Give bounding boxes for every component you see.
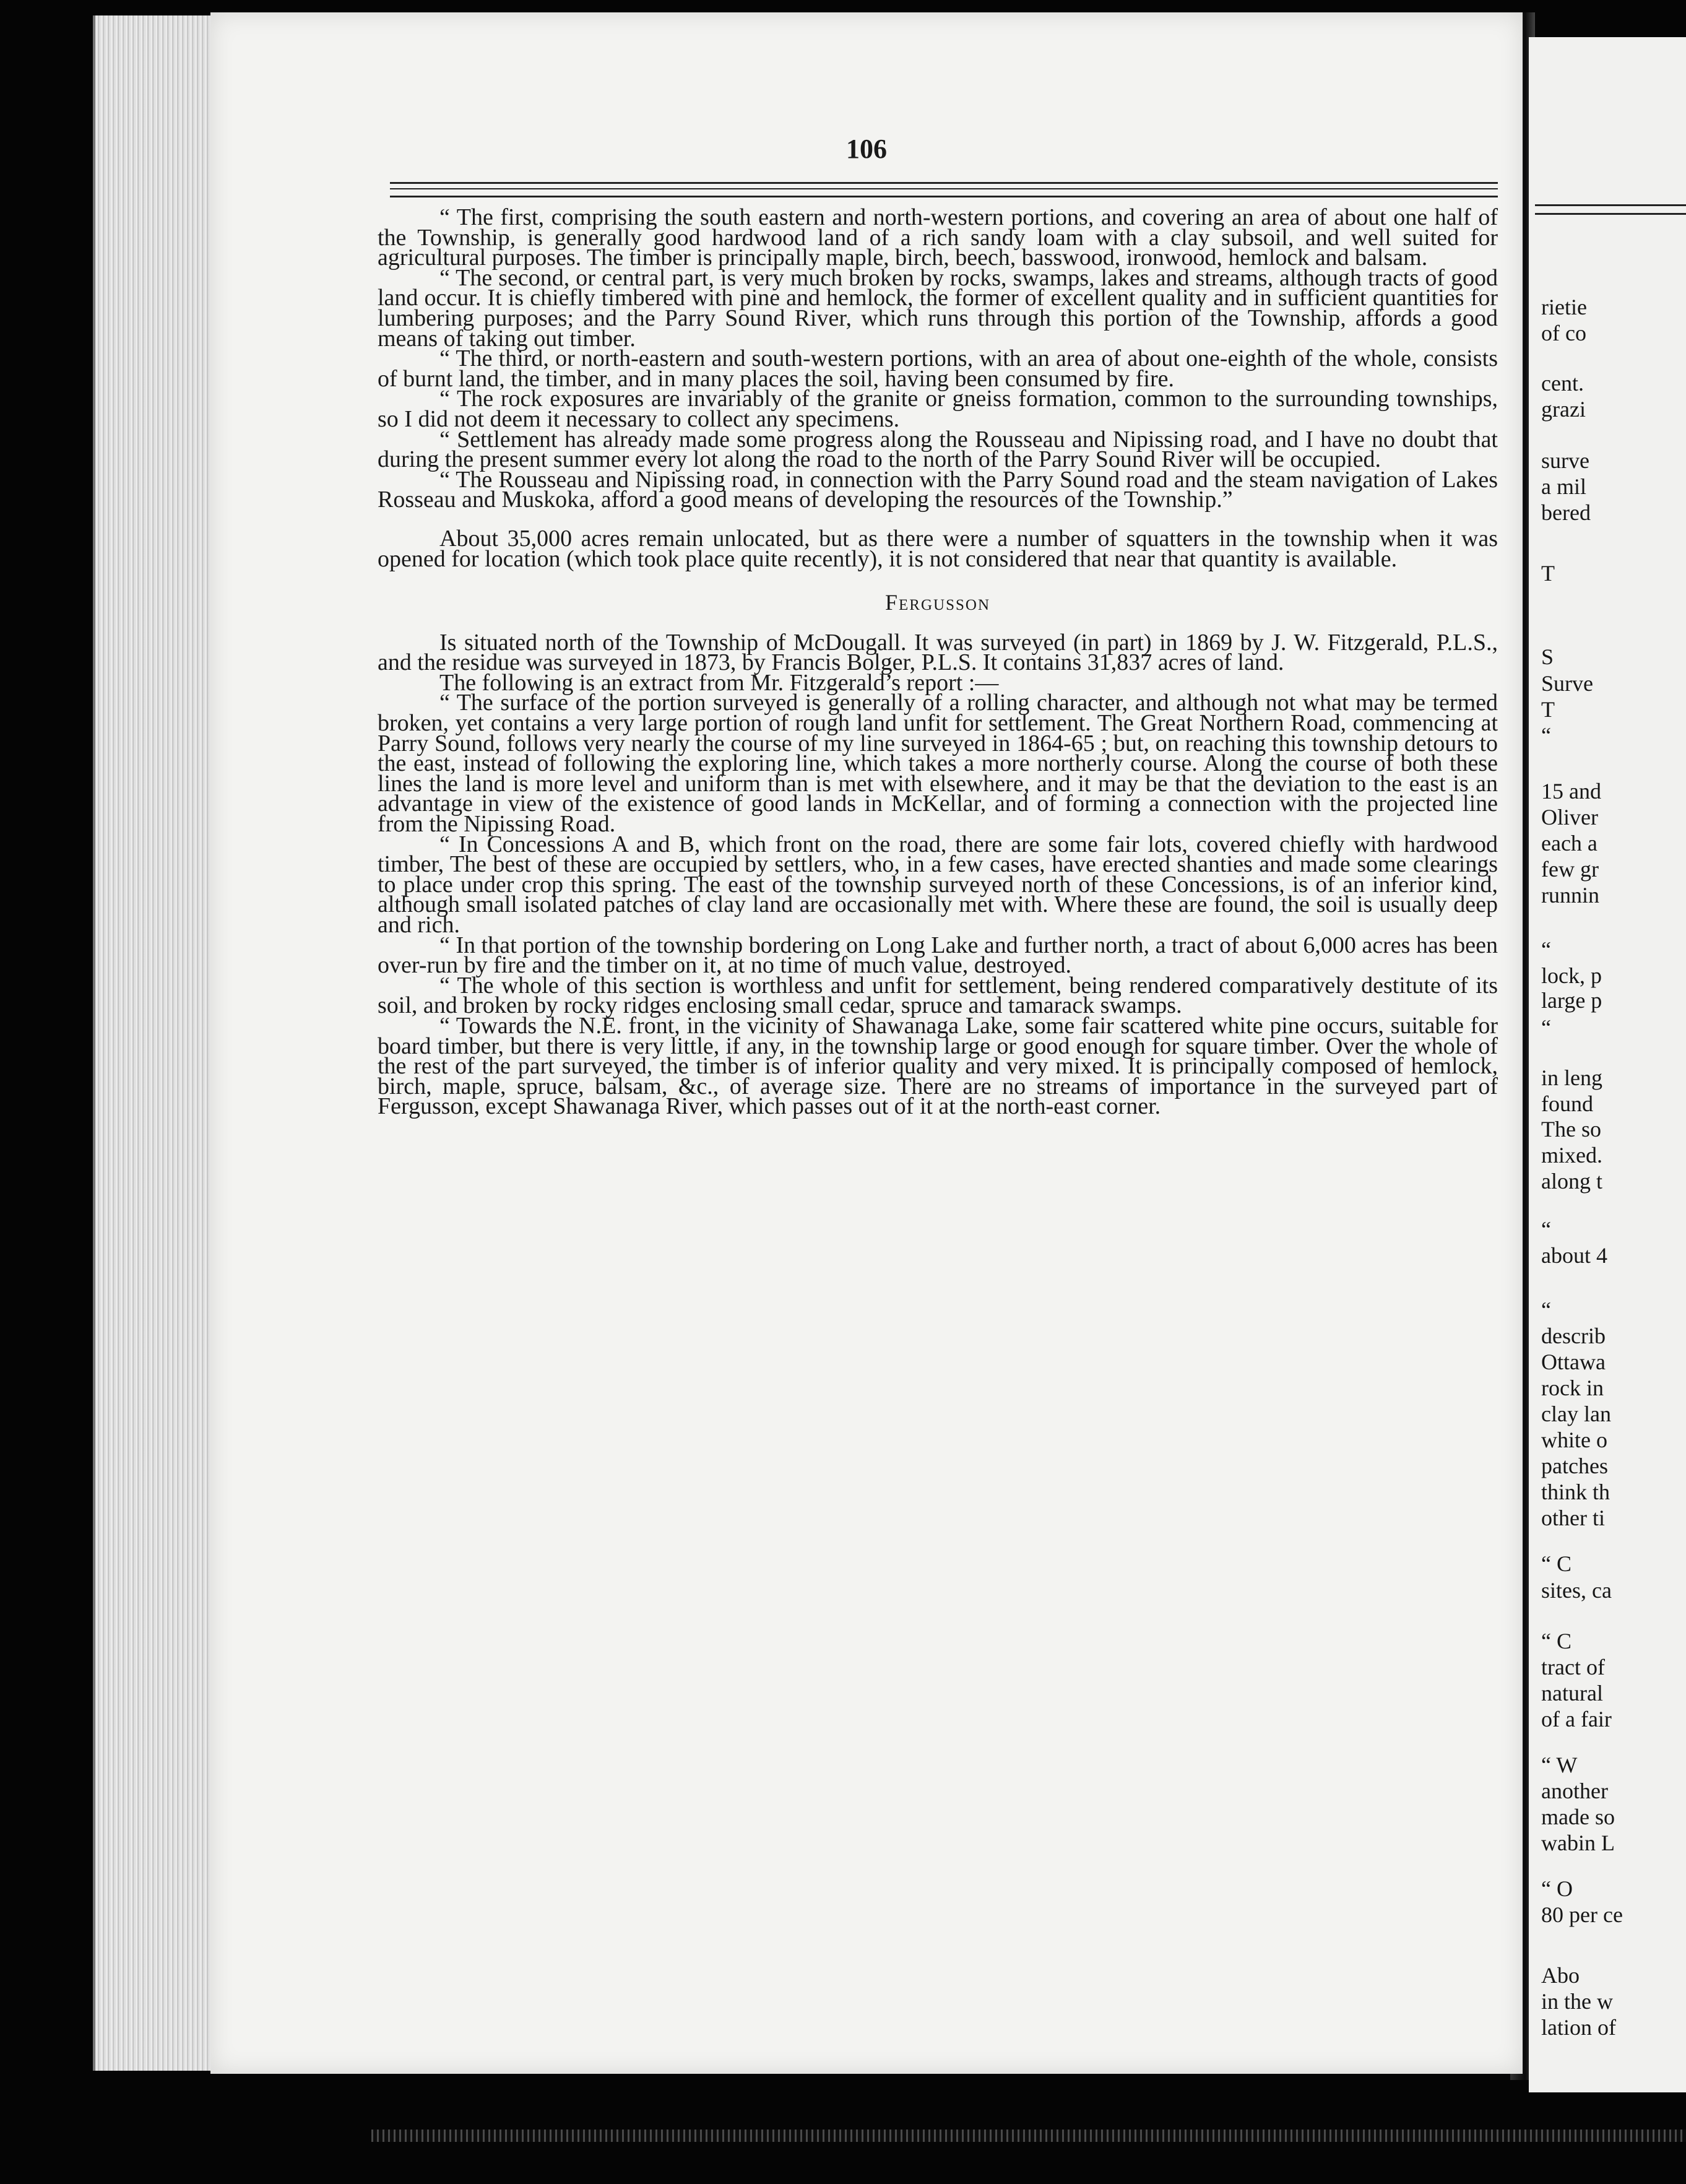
facing-page-fragment: Abo xyxy=(1541,1963,1580,1988)
facing-page-rule xyxy=(1535,204,1686,206)
facing-page-fragment: white o xyxy=(1541,1428,1607,1452)
facing-page-fragment: of a fair xyxy=(1541,1707,1612,1731)
paragraph: “ The second, or central part, is very much broken by rocks, swamps, lakes and streams, although tracts of good land occur. It is chiefly timbered with pine and hemlock, the former of excellent quality and in sufficient quantities for lumbering purposes; and the Parry Sound River, which runs through this portion of the Township, affords a good means of taking out timber. xyxy=(378,264,1498,352)
facing-page-fragment: another xyxy=(1541,1779,1608,1803)
facing-page-fragment: each a xyxy=(1541,831,1597,856)
facing-page-fragment: “ xyxy=(1541,1015,1551,1040)
facing-page-fragment: along t xyxy=(1541,1169,1602,1194)
facing-page-fragment: Oliver xyxy=(1541,805,1598,830)
paragraph: “ Towards the N.E. front, in the vicinity of Shawanaga Lake, some fair scattered white pine occurs, suitable for board timber, but there is very little, if any, in the township large or good enough for square timber. Over the whole of the rest of the part surveyed, the timber is of inferior quality and very mixed. It is principally composed of hemlock, birch, maple, spruce, balsam, &c., of average size. There are no streams of importance in the surveyed part of Fergusson, except Shawanaga River, which passes out of it at the north-east corner. xyxy=(378,1012,1498,1120)
facing-page-fragment: runnin xyxy=(1541,883,1599,908)
facing-page-fragment: “ xyxy=(1541,1298,1551,1322)
facing-page-fragment: in the w xyxy=(1541,1989,1613,2014)
header-rule xyxy=(390,188,1498,189)
facing-page-fragment: sites, ca xyxy=(1541,1578,1612,1603)
facing-page-fragment: describ xyxy=(1541,1324,1606,1348)
facing-page-fragment: S xyxy=(1541,644,1554,669)
facing-page-fragment: “ xyxy=(1541,1217,1551,1242)
header-rule xyxy=(390,196,1498,197)
facing-page-fragment: “ C xyxy=(1541,1551,1571,1576)
facing-page-fragment: clay lan xyxy=(1541,1402,1611,1426)
facing-page-fragment: made so xyxy=(1541,1805,1615,1829)
facing-page-fragment: of co xyxy=(1541,321,1586,345)
facing-page-fragment: rock in xyxy=(1541,1376,1604,1400)
facing-page-fragment: Ottawa xyxy=(1541,1350,1606,1374)
paragraph: “ The rock exposures are invariably of the granite or gneiss formation, common to the surrounding townships, so I did not deem it necessary to collect any specimens. xyxy=(378,386,1498,432)
facing-page-fragment: patches xyxy=(1541,1454,1608,1478)
facing-page-fragment: think th xyxy=(1541,1480,1610,1504)
paragraph: The following is an extract from Mr. Fitzgerald’s report :— xyxy=(439,669,999,696)
facing-page-fragment: lation of xyxy=(1541,2015,1616,2040)
facing-page-fragment: a mil xyxy=(1541,474,1586,499)
facing-page-fragment: wabin L xyxy=(1541,1831,1615,1855)
facing-page-fragment: T xyxy=(1541,697,1555,722)
header-rule xyxy=(390,182,1498,184)
facing-page-fragment: natural xyxy=(1541,1681,1603,1705)
section-heading: Fergusson xyxy=(885,590,990,615)
paragraph: “ The first, comprising the south eastern and north-western portions, and covering an area of about one half of the Township, is generally good hardwood land of a rich sandy loam with a clay subsoil, and well suited for agricultural purposes. The timber is principally maple, birch, beech, basswood, ironwood, hemlock and balsam. xyxy=(378,204,1498,271)
facing-page-fragment: mixed. xyxy=(1541,1143,1602,1168)
facing-page-fragment: surve xyxy=(1541,448,1589,473)
paragraph: “ The Rousseau and Nipissing road, in connection with the Parry Sound road and the steam navigation of Lakes Rosseau and Muskoka, afford a good means of developing the resources of the Township.” xyxy=(378,466,1498,513)
facing-page-fragment: “ W xyxy=(1541,1753,1578,1777)
paragraph: “ The surface of the portion surveyed is generally of a rolling character, and although not what may be termed broken, yet contains a very large portion of rough land unfit for settlement. The Great Northern Road, commencing at Parry Sound, follows very nearly the course of my line surveyed in 1864-65 ; but, on reaching this township detours to the east, instead of following the exploring line, which takes a more northerly course. Along the course of both these lines the land is more level and uniform than is met with elsewhere, and it may be that the deviation to the east is an advantage in view of the existence of good lands in McKellar, and of forming a connection with the projected line from the Nipissing Road. xyxy=(378,690,1498,838)
paragraph: About 35,000 acres remain unlocated, but as there were a number of squatters in the township when it was opened for location (which took place quite recently), it is not considered that near that quantity is available. xyxy=(378,525,1498,572)
facing-page-rule xyxy=(1535,213,1686,215)
facing-page-fragment: large p xyxy=(1541,988,1602,1013)
facing-page-fragment: “ O xyxy=(1541,1876,1573,1901)
facing-page-fragment: tract of xyxy=(1541,1655,1605,1679)
facing-page-fragment: lock, p xyxy=(1541,963,1602,988)
facing-page-fragment: bered xyxy=(1541,500,1591,525)
facing-page-fragment: few gr xyxy=(1541,857,1599,882)
paragraph: “ The third, or north-eastern and south-western portions, with an area of about one-eighth of the whole, consists of burnt land, the timber, and in many places the soil, having been consumed by fire. xyxy=(378,345,1498,392)
paragraph: Is situated north of the Township of McDougall. It was surveyed (in part) in 1869 by J. W. Fitzgerald, P.L.S., and the residue was surveyed in 1873, by Francis Bolger, P.L.S. It contains 31,837 acres of land. xyxy=(378,629,1498,676)
facing-page-fragment: 80 per ce xyxy=(1541,1902,1623,1927)
facing-page-fragment: “ C xyxy=(1541,1629,1571,1653)
facing-page-fragment: “ xyxy=(1541,937,1551,962)
facing-page-fragment: cent. xyxy=(1541,371,1584,396)
facing-page-fragment: 15 and xyxy=(1541,779,1601,804)
paragraph: “ In Concessions A and B, which front on the road, there are some fair lots, covered chiefly with hardwood timber, The best of these are occupied by settlers, who, in a few cases, have erected shanties and made some clearings to place under crop this spring. The east of the township surveyed north of these Concessions, is of an inferior kind, although small isolated patches of clay land are occasionally met with. Where these are found, the soil is usually deep and rich. xyxy=(378,831,1498,938)
facing-page-fragment: grazi xyxy=(1541,397,1586,422)
facing-page-fragment: found xyxy=(1541,1091,1593,1116)
paragraph: “ The whole of this section is worthless and unfit for settlement, being rendered comparatively destitute of its soil, and broken by rocky ridges enclosing small cedar, spruce and tamarack swamps. xyxy=(378,972,1498,1019)
scan-edge-strip xyxy=(371,2130,1686,2142)
facing-page-fragment: rietie xyxy=(1541,295,1587,319)
facing-page-fragment: in leng xyxy=(1541,1065,1602,1090)
book-page-edges xyxy=(93,15,225,2071)
page-number: 106 xyxy=(846,134,887,164)
body-text xyxy=(378,204,1498,1120)
facing-page-fragment: Surve xyxy=(1541,671,1593,696)
facing-page-fragment: The so xyxy=(1541,1117,1601,1142)
facing-page-fragment: other ti xyxy=(1541,1506,1605,1530)
paragraph: “ Settlement has already made some progress along the Rousseau and Nipissing road, and I have no doubt that during the present summer every lot along the road to the north of the Parry Sound River will be occupied. xyxy=(378,426,1498,473)
facing-page-fragment: “ xyxy=(1541,723,1551,748)
paragraph: “ In that portion of the township bordering on Long Lake and further north, a tract of about 6,000 acres has been over-run by fire and the timber on it, at no time of much value, destroyed. xyxy=(378,932,1498,979)
facing-page-fragment: T xyxy=(1541,561,1555,586)
facing-page-fragment: about 4 xyxy=(1541,1243,1607,1268)
